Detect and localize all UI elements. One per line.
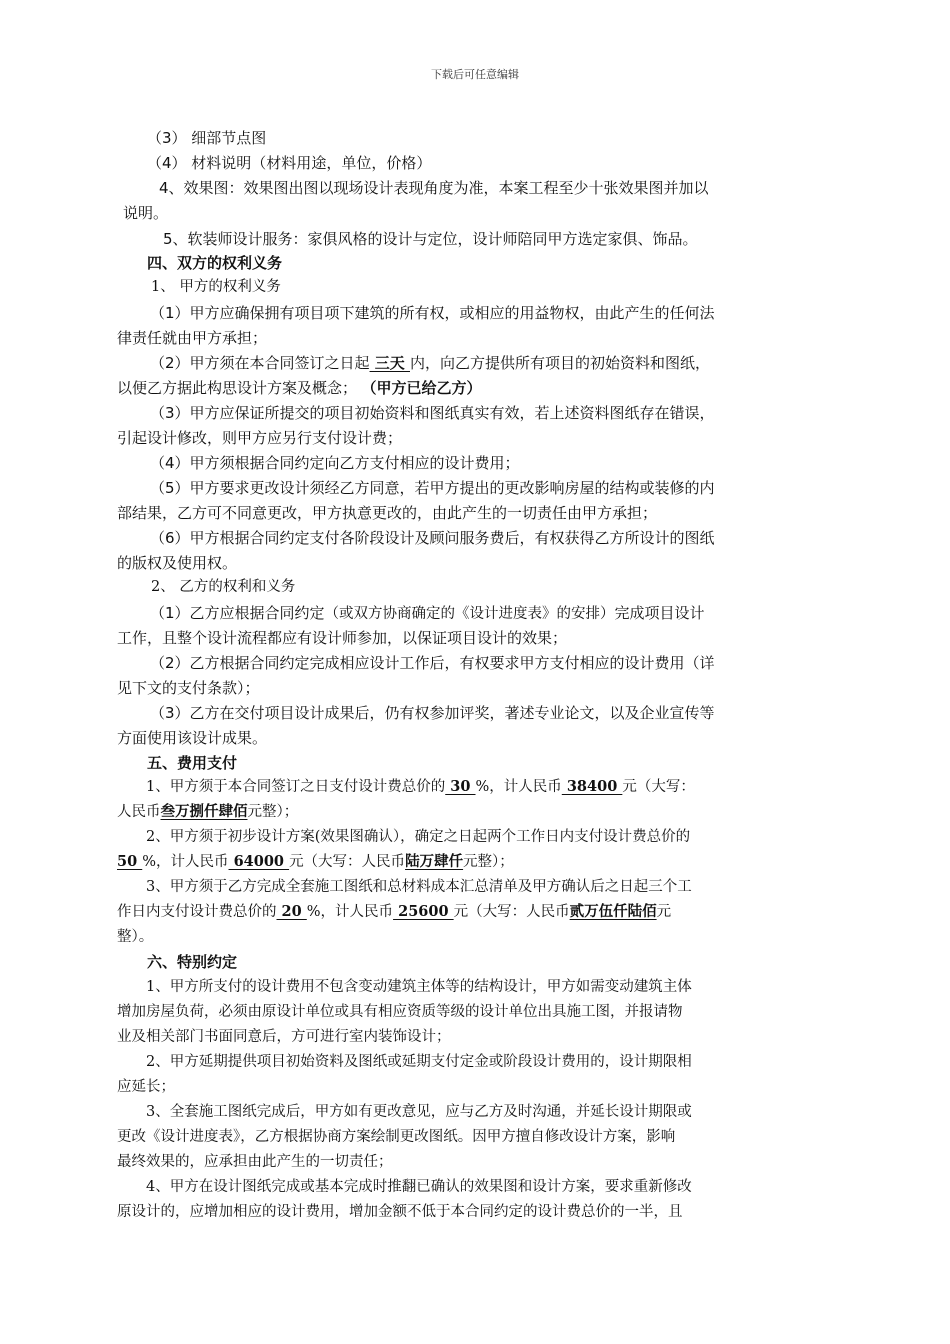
text-line: （6）甲方根据合同约定支付各阶段设计及顾问服务费后，有权获得乙方所设计的图纸 — [150, 529, 715, 547]
underlined-value: 64000 — [228, 853, 290, 870]
underlined-value: 叁万捌仟肆佰 — [160, 803, 248, 820]
underlined-value: 25600 — [393, 903, 454, 920]
text-line: 3、全套施工图纸完成后，甲方如有更改意见，应与乙方及时沟通，并延长设计期限或 — [146, 1104, 692, 1120]
section-heading: 四、双方的权利义务 — [147, 254, 283, 272]
underlined-value: 陆万肆仟 — [405, 853, 464, 870]
underlined-value: 38400 — [561, 778, 623, 795]
text-line: 50 %，计人民币 64000 元（大写：人民币陆万肆仟元整）； — [117, 853, 514, 870]
subsection-heading: 1、 甲方的权利义务 — [151, 279, 281, 295]
text-line: （3）甲方应保证所提交的项目初始资料和图纸真实有效，若上述资料图纸存在错误， — [150, 404, 715, 422]
page-header: 下载后可任意编辑 — [431, 68, 519, 81]
text-line: 人民币叁万捌仟肆佰元整）； — [117, 803, 299, 820]
text-line: （5）甲方要求更改设计须经乙方同意，若甲方提出的更改影响房屋的结构或装修的内 — [150, 479, 715, 497]
text-line: 2、甲方须于初步设计方案(效果图确认），确定之日起两个工作日内支付设计费总价的 — [146, 829, 691, 845]
bold-note: （甲方已给乙方） — [369, 379, 482, 397]
text-line: 工作，且整个设计流程都应有设计师参加，以保证项目设计的效果； — [117, 629, 568, 647]
text-line: 引起设计修改，则甲方应另行支付设计费； — [117, 429, 403, 447]
section-heading: 五、费用支付 — [147, 754, 238, 772]
text-line: 部结果，乙方可不同意更改，甲方执意更改的，由此产生的一切责任由甲方承担； — [117, 504, 658, 522]
text-line: 增加房屋负荷，必须由原设计单位或具有相应资质等级的设计单位出具施工图，并报请物 — [117, 1004, 683, 1020]
underlined-value: 50 — [117, 853, 143, 870]
text-line: （4） 材料说明（材料用途，单位，价格） — [147, 154, 432, 172]
text-line: （3） 细部节点图 — [147, 129, 267, 147]
text-line: 律责任就由甲方承担； — [117, 329, 268, 347]
text-line: 原设计的，应增加相应的设计费用，增加金额不低于本合同约定的设计费总价的一半，且 — [117, 1204, 683, 1220]
underlined-value: 30 — [445, 778, 476, 795]
underlined-value: 三天 — [369, 354, 410, 372]
text-line: 4、甲方在设计图纸完成或基本完成时推翻已确认的效果图和设计方案，要求重新修改 — [146, 1179, 692, 1195]
underlined-value: 贰万伍仟陆佰 — [569, 903, 657, 920]
text-line: 说明。 — [123, 204, 169, 222]
text-line: （1）甲方应确保拥有项目项下建筑的所有权，或相应的用益物权，由此产生的任何法 — [150, 304, 715, 322]
section-heading: 六、特别约定 — [147, 953, 238, 971]
text-line: 1、甲方所支付的设计费用不包含变动建筑主体等的结构设计，甲方如需变动建筑主体 — [146, 979, 692, 995]
text-line: 的版权及使用权。 — [117, 554, 238, 572]
text-line: 5、软装师设计服务：家俱风格的设计与定位，设计师陪同甲方选定家俱、饰品。 — [163, 230, 698, 248]
underlined-value: 20 — [276, 903, 307, 920]
text-line: 应延长； — [117, 1079, 175, 1095]
text-line: 方面使用该设计成果。 — [117, 729, 268, 747]
text-line: 作日内支付设计费总价的 20 %，计人民币 25600 元（大写：人民币贰万伍仟陆佰元 — [117, 903, 672, 920]
text-line: 1、甲方须于本合同签订之日支付设计费总价的 30 %，计人民币 38400 元（大写： — [146, 778, 695, 795]
text-line: 整）。 — [117, 929, 154, 945]
text-line: 3、甲方须于乙方完成全套施工图纸和总材料成本汇总清单及甲方确认后之日起三个工 — [146, 879, 692, 895]
text-line: 最终效果的，应承担由此产生的一切责任； — [117, 1154, 393, 1170]
text-line: 4、效果图：效果图出图以现场设计表现角度为准，本案工程至少十张效果图并加以 — [159, 179, 709, 197]
text-line: 更改《设计进度表》，乙方根据协商方案绘制更改图纸。因甲方擅自修改设计方案，影响 — [117, 1129, 676, 1145]
text-line: （1）乙方应根据合同约定（或双方协商确定的《设计进度表》的安排）完成项目设计 — [150, 604, 705, 622]
text-line: 以便乙方据此构思设计方案及概念； （甲方已给乙方） — [117, 379, 482, 397]
text-line: （2）甲方须在本合同签订之日起 三天 内，向乙方提供所有项目的初始资料和图纸， — [150, 354, 711, 372]
text-line: （2）乙方根据合同约定完成相应设计工作后，有权要求甲方支付相应的设计费用（详 — [150, 654, 715, 672]
text-line: （3）乙方在交付项目设计成果后，仍有权参加评奖，著述专业论文，以及企业宣传等 — [150, 704, 715, 722]
subsection-heading: 2、 乙方的权利和义务 — [151, 579, 296, 595]
text-line: 2、甲方延期提供项目初始资料及图纸或延期支付定金或阶段设计费用的，设计期限相 — [146, 1054, 692, 1070]
text-line: 业及相关部门书面同意后，方可进行室内装饰设计； — [117, 1029, 451, 1045]
text-line: （4）甲方须根据合同约定向乙方支付相应的设计费用； — [150, 454, 520, 472]
text-line: 见下文的支付条款）； — [117, 679, 260, 697]
